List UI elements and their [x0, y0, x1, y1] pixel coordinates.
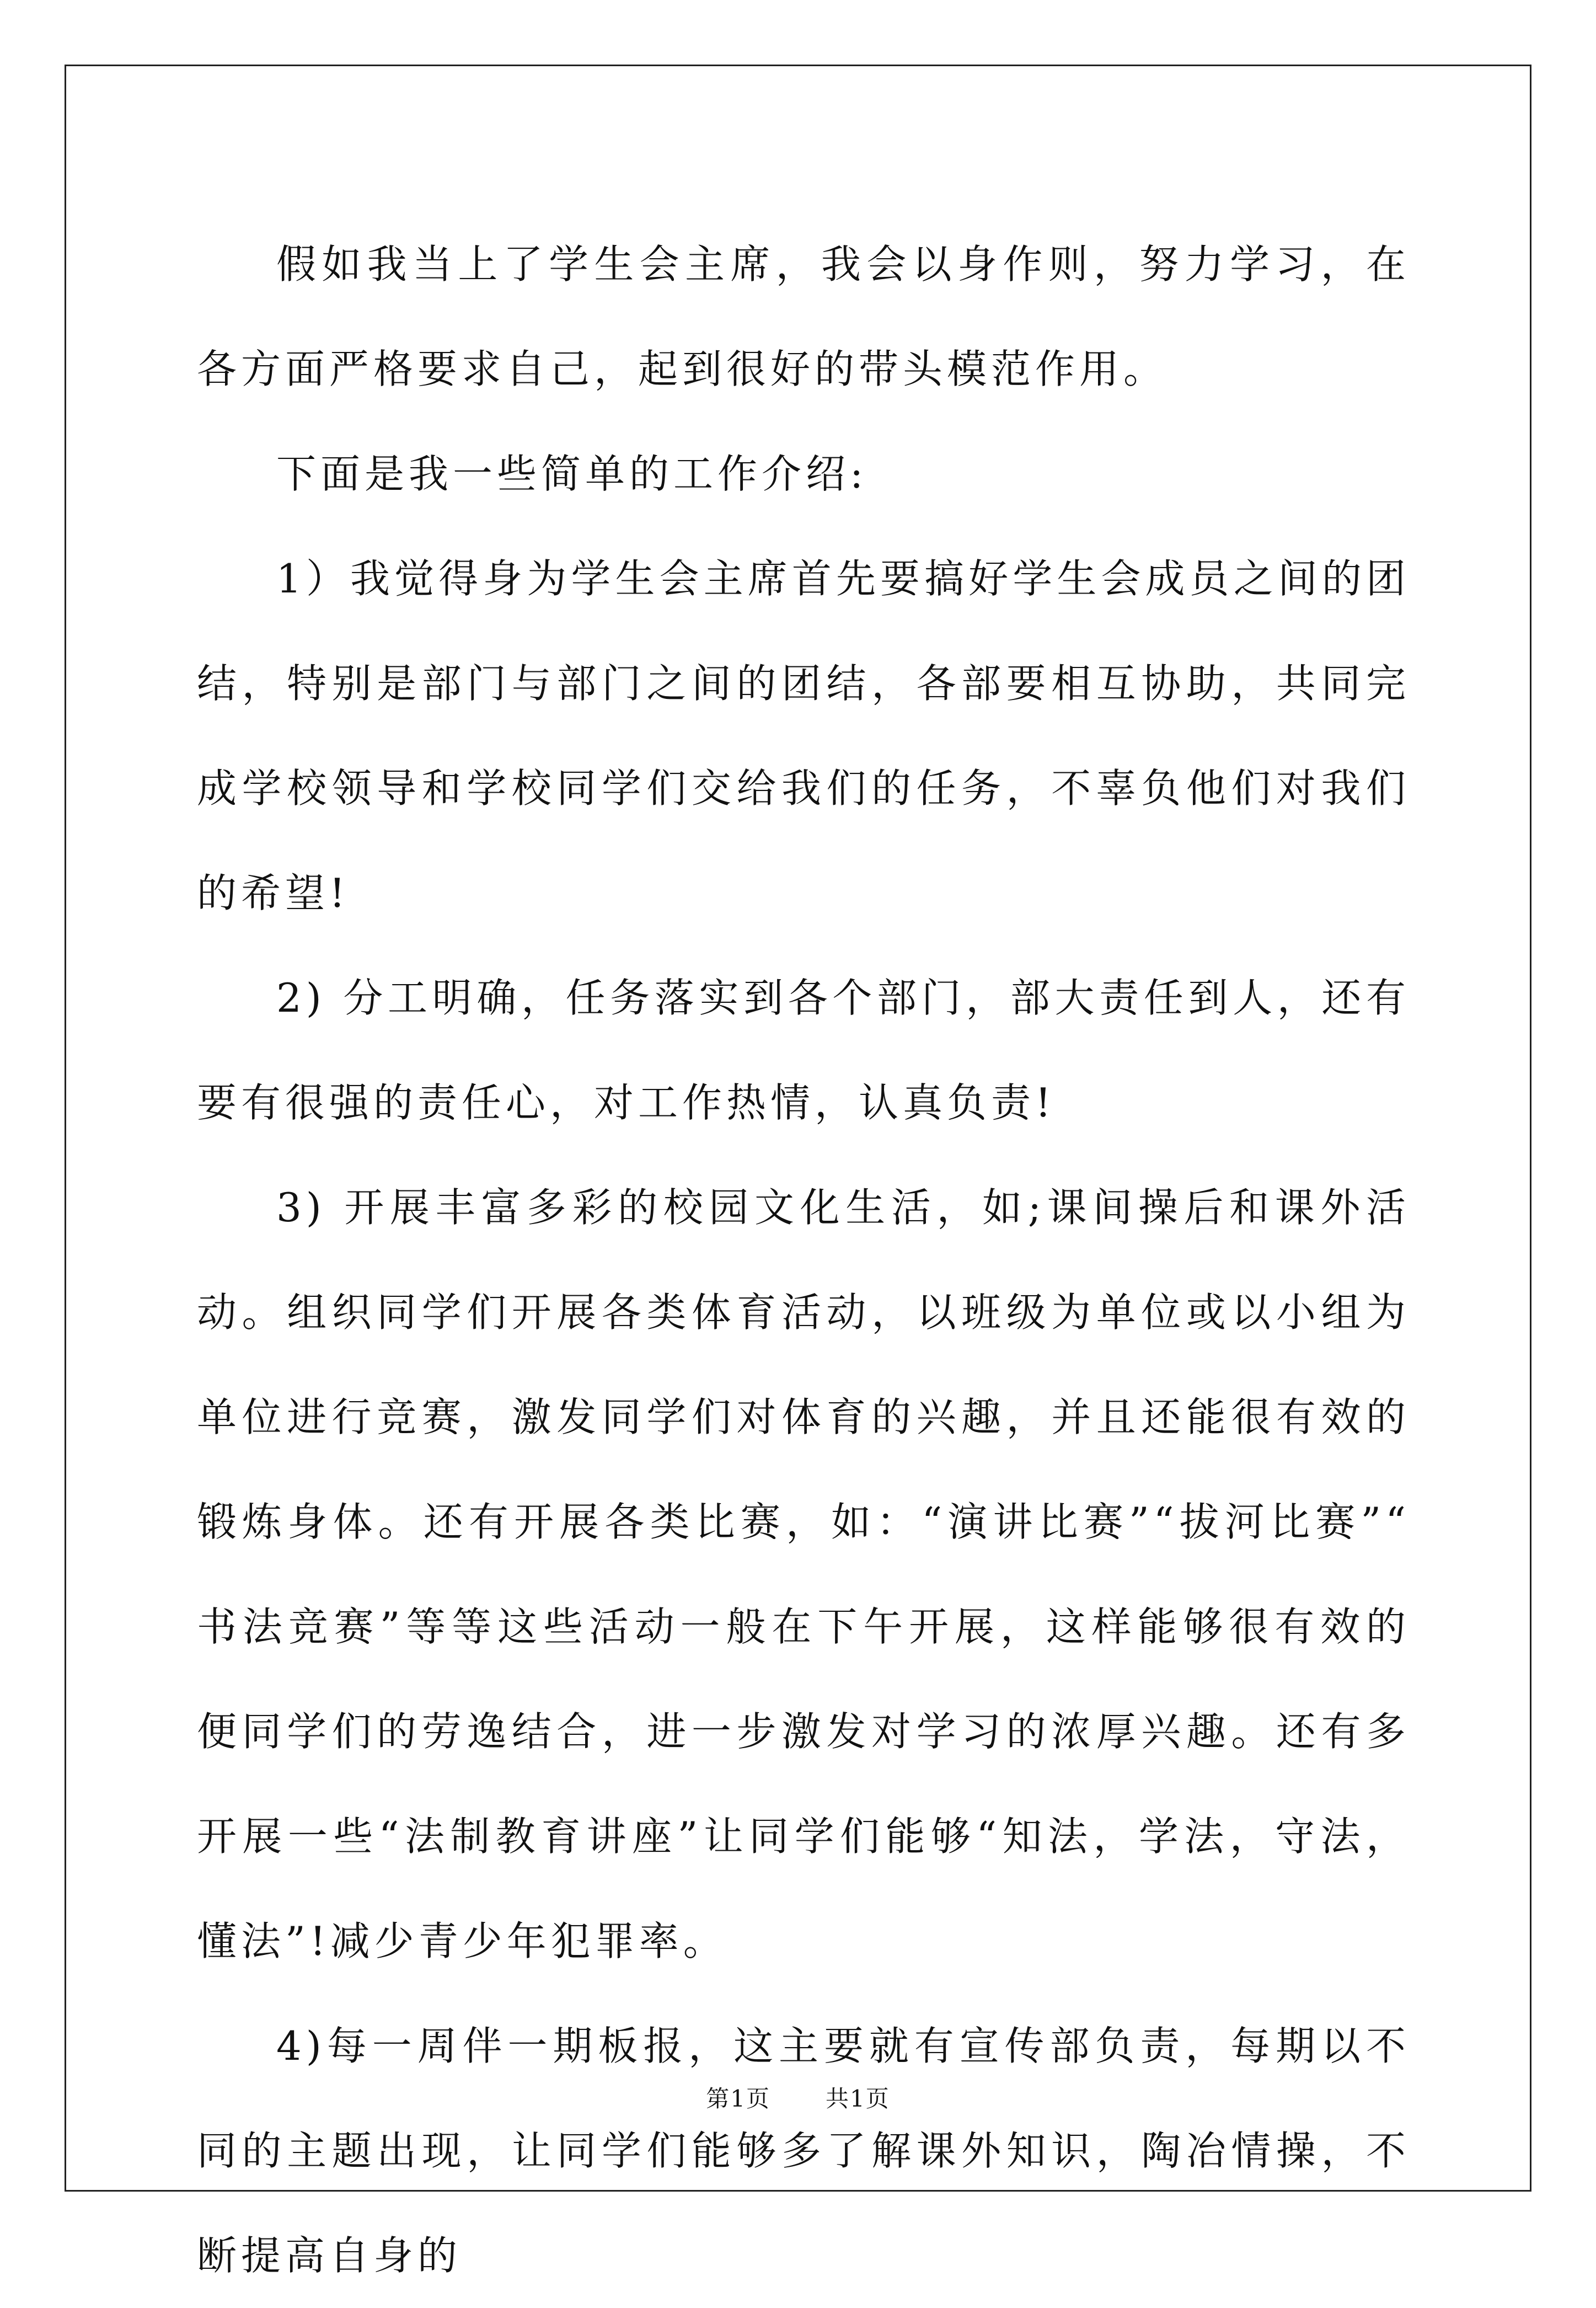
- paragraph: 4)每一周伴一期板报，这主要就有宣传部负责，每期以不同的主题出现，让同学们能够多了解课外知识，陶冶情操，不断提高自身的: [197, 2023, 1410, 2279]
- paragraph: 2) 分工明确，任务落实到各个部门，部大责任到人，还有要有很强的责任心，对工作热情，认真负责!: [197, 975, 1410, 1126]
- page-number-footer: 第1页 共1页: [706, 2085, 890, 2112]
- paragraph: 下面是我一些简单的工作介绍:: [276, 451, 868, 497]
- paragraph: 假如我当上了学生会主席，我会以身作则，努力学习，在各方面严格要求自己，起到很好的带头模范作用。: [197, 241, 1410, 392]
- paragraph: 3) 开展丰富多彩的校园文化生活，如;课间操后和课外活动。组织同学们开展各类体育活动，以班级为单位或以小组为单位进行竞赛，激发同学们对体育的兴趣，并且还能很有效的锻炼身体。还有开展各类比赛，如：“演讲比赛”“拔河比赛”“书法竞赛”等等这些活动一般在下午开展，这样能够很有效的便同学们的劳逸结合，进一步激发对学习的浓厚兴趣。还有多开展一些“法制教育讲座”让同学们能够“知法，学法，守法，懂法”!减少青少年犯罪率。: [197, 1184, 1410, 1964]
- paragraph: 1）我觉得身为学生会主席首先要搞好学生会成员之间的团结，特别是部门与部门之间的团结，各部要相互协助，共同完成学校领导和学校同学们交给我们的任务，不辜负他们对我们的希望!: [197, 555, 1410, 916]
- document-body: [197, 212, 1410, 2308]
